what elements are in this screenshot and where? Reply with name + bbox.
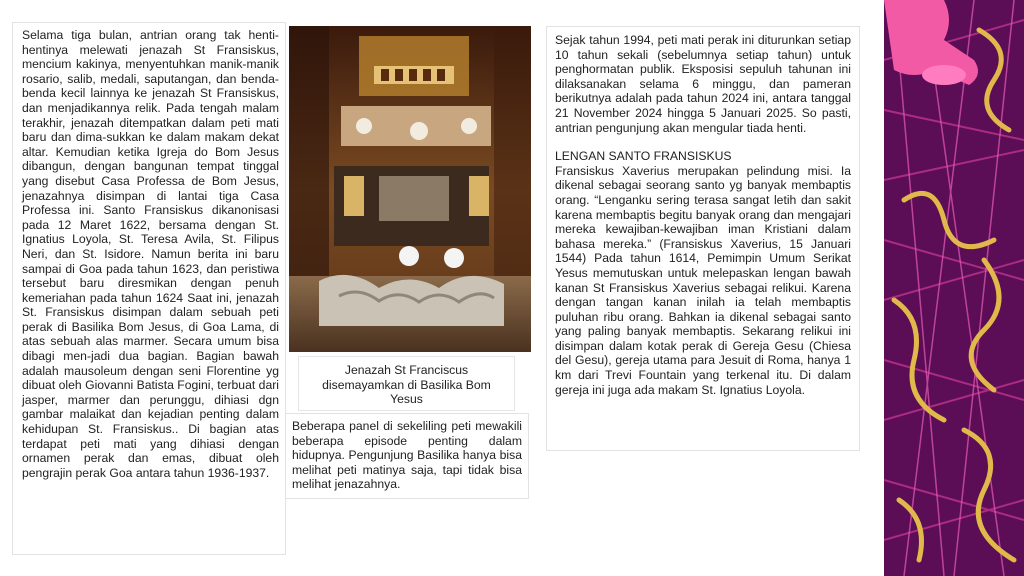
text-column-right — [546, 26, 860, 451]
basilica-tomb-illustration — [289, 26, 531, 352]
party-decoration-illustration — [884, 0, 1024, 576]
text-column-left — [12, 22, 286, 555]
decorative-confetti-image — [884, 0, 1024, 576]
photo-caption — [298, 356, 515, 411]
section-heading: LENGAN SANTO FRANSISKUS — [555, 149, 732, 164]
photo-caption-text: Jenazah St Franciscus disemayamkan di Basilika Bom Yesus — [322, 363, 491, 407]
left-column-text: Selama tiga bulan, antrian orang tak henti-hentinya melewati jenazah St Fransiskus, mencium kakinya, menyentuhkan manik-manik rosario, salib, medali, saputangan, dan benda-benda kecil lainnya ke jenazah St Fransiskus, dan menjadikannya relik. Pada tengah malam terakhir, jenazah ditempatkan dalam peti mati baru dan dima-sukkan ke dalam makam dekat altar. Kemudian ketika Igreja do Bom Jesus dibangun, dengan bangunan tempat tinggal yang disebut Casa Professa de Bom Jesus, jenazahnya disimpan di lantai tiga Casa Professa ini. Santo Fransiskus dikanonisasi pada 12 Maret 1622, bersama dengan St. Ignatius Loyola, St. Teresa Avila, St. Filipus Neri, dan St. Isidore. Namun berita ini baru sampai di Goa pada tahun 1623, dan peristiwa tersebut baru diresmikan dengan penuh kemeriahan pada tahun 1624 Saat ini, jenazah St. Fransiskus disimpan dalam sebuah peti perak di Basilika Bom Jesus, di Goa Lama, di atas sebuah alas marmer. Secara umum bisa dibagi men-jadi dua bagian. Bagian bawah adalah mausoleum dengan seni Florentine yg dibuat oleh Giovanni Batista Fogini, terbuat dari jasper, marmer dan perunggu, dihiasi dgn gambar malaikat dan kejadian penting dalam kehidupan St. Fransiskus.. Di bagian atas terdapat peti mati yang dihiasi dengan ornamen perak dan emas, dibuat oleh pengrajin perak Goa antara tahun 1936-1937. — [22, 28, 279, 480]
tomb-photo — [289, 26, 531, 352]
panel-note-text: Beberapa panel di sekeliling peti mewakili beberapa episode penting dalam hidupnya. Pengunjung Basilika hanya bisa melihat peti matinya saja, tapi tidak bisa melihat jenazahnya. — [292, 419, 522, 492]
panel-note-box — [285, 413, 529, 499]
right-column-body: Fransiskus Xaverius merupakan pelindung misi. Ia dikenal sebagai seorang santo yg banyak membaptis orang. “Lenganku sering terasa sangat letih dan sakit karena membaptis begitu banyak orang dan mengajari mereka kewajiban-kewajiban iman Kristiani dalam bahasa mereka.” (Fransiskus Xaverius, 15 Januari 1544) Pada tahun 1614, Pemimpin Umum Serikat Yesus memutuskan untuk melepaskan lengan bawah kanan St Fransiskus Xaverius sebagai relikui. Karena dengan tangan kanan inilah ia telah membaptis puluhan ribu orang. Bahkan ia dikenal sebagai santo yang paling banyak membaptis. Sekarang relikui ini disimpan dalam kotak perak di Gereja Gesu (Chiesa del Gesu), gereja utama para Jesuit di Roma, hanya 1 km dari Trevi Fountain yang terkenal itu. Di dalam gereja ini juga ada makam St. Ignatius Loyola. — [555, 163, 851, 397]
right-column-intro: Sejak tahun 1994, peti mati perak ini diturunkan setiap 10 tahun sekali (sebelumnya setiap tahun) untuk penghormatan publik. Eksposisi sepuluh tahunan ini dilaksanakan selama 6 minggu, dan pameran berikutnya adalah pada tahun 2024 ini, antara tanggal 21 November 2024 hingga 5 Januari 2025. So pasti, antrian pengunjung akan mengular tiada henti. — [555, 33, 851, 135]
